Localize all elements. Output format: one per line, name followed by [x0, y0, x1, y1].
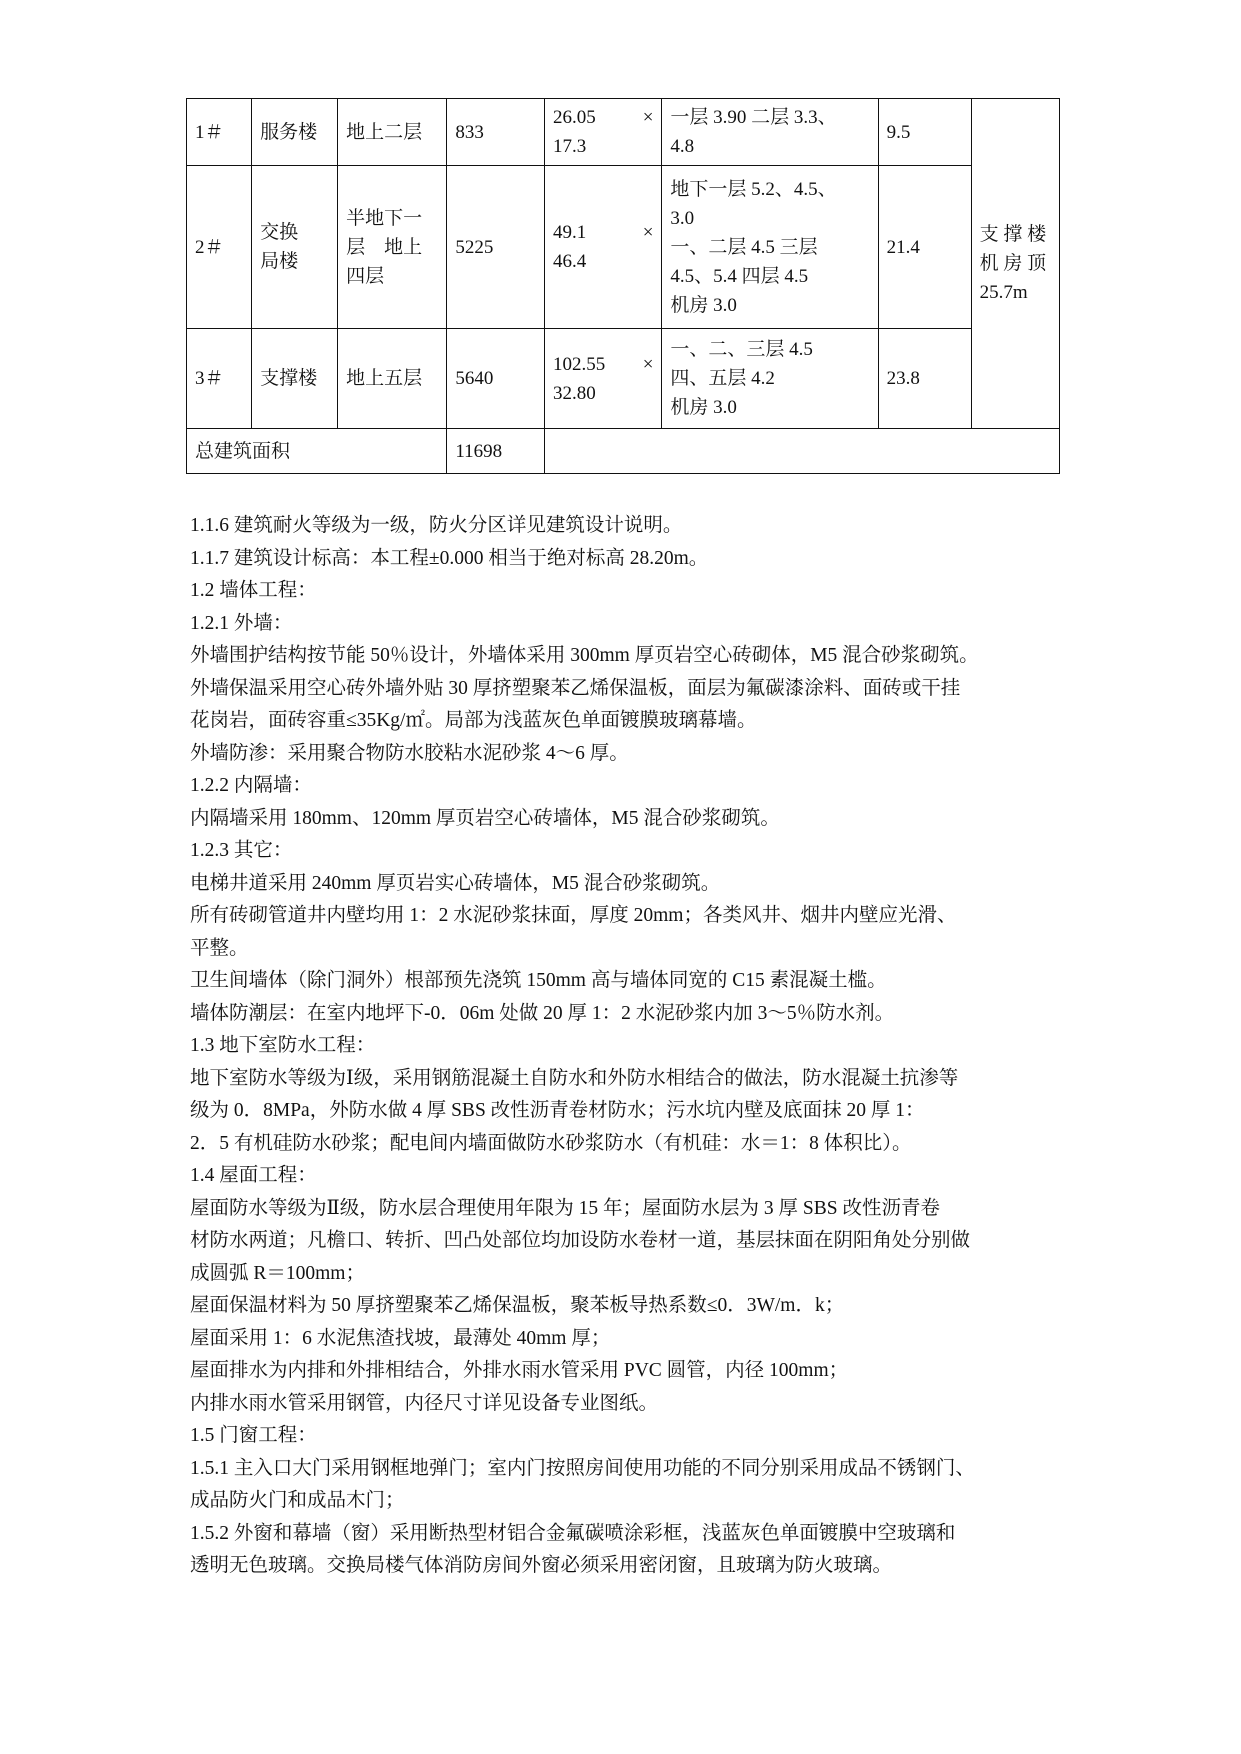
table-total-row — [187, 429, 1060, 474]
building-table — [186, 98, 1060, 474]
paragraph-line: 电梯井道采用 240mm 厚页岩实心砖墙体，M5 混合砂浆砌筑。 — [190, 872, 721, 894]
paragraph-line: 屋面采用 1：6 水泥焦渣找坡，最薄处 40mm 厚； — [190, 1327, 611, 1349]
paragraph-line: 1.2.2 内隔墙： — [190, 775, 312, 796]
note-line: 25.7m — [979, 282, 1028, 303]
floors-line: 层 地上 — [346, 236, 423, 258]
floor-height-line: 3.0 — [670, 207, 695, 229]
dimension-width: 17.3 — [553, 136, 587, 157]
area-cell: 833 — [447, 99, 545, 166]
floor-height-line: 一、二层 4.5 三层 — [670, 236, 818, 258]
paragraph-line: 级为 0．8MPa，外防水做 4 厚 SBS 改性沥青卷材防水；污水坑内壁及底面抹 20 厚 1： — [190, 1100, 925, 1121]
paragraph-line: 卫生间墙体（除门洞外）根部预先浇筑 150mm 高与墙体同宽的 C15 素混凝土槛。 — [190, 970, 887, 991]
paragraph-line: 1.5.2 外窗和幕墙（窗）采用断热型材铝合金氟碳喷涂彩框，浅蓝灰色单面镀膜中空玻璃和 — [190, 1522, 956, 1544]
note-cell — [971, 99, 1059, 429]
dimension-length: 26.05 — [553, 107, 596, 128]
floor-height-line: 机房 3.0 — [670, 294, 737, 316]
building-height-cell: 21.4 — [878, 166, 971, 329]
paragraph-line: 1.4 屋面工程： — [190, 1165, 317, 1186]
paragraph-line: 1.2 墙体工程： — [190, 580, 317, 601]
table-row — [187, 166, 1060, 329]
paragraph-line: 外墙防渗：采用聚合物防水胶粘水泥砂浆 4～6 厚。 — [190, 742, 629, 764]
body-text — [190, 510, 1070, 1583]
floor-height-line: 一层 3.90 二层 3.3、 — [670, 107, 837, 128]
floor-height-line: 机房 3.0 — [670, 397, 737, 418]
floor-height-line: 4.8 — [670, 136, 695, 157]
building-number-cell: 2＃ — [187, 166, 252, 329]
floor-height-cell — [662, 329, 878, 429]
paragraph-line: 外墙围护结构按节能 50％设计，外墙体采用 300mm 厚页岩空心砖砌体，M5 混合砂浆砌筑。 — [190, 645, 979, 666]
floor-height-cell — [662, 99, 878, 166]
building-height-cell: 23.8 — [878, 329, 971, 429]
paragraph-line: 墙体防潮层：在室内地坪下-0．06m 处做 20 厚 1：2 水泥砂浆内加 3～5％防水剂。 — [190, 1002, 895, 1024]
dimension-length: 49.1 — [553, 222, 587, 243]
dimension-times: × — [642, 107, 654, 128]
total-label-cell: 总建筑面积 — [187, 429, 447, 474]
dimension-cell — [545, 166, 662, 329]
paragraph-line: 成品防火门和成品木门； — [190, 1490, 405, 1511]
paragraph-line: 外墙保温采用空心砖外墙外贴 30 厚挤塑聚苯乙烯保温板，面层为氟碳漆涂料、面砖或干挂 — [190, 677, 961, 699]
paragraph-line: 地下室防水等级为Ⅰ级，采用钢筋混凝土自防水和外防水相结合的做法，防水混凝土抗渗等 — [190, 1067, 959, 1089]
paragraph-line: 1.5 门窗工程： — [190, 1425, 317, 1446]
table-row — [187, 99, 1060, 166]
dimension-width: 46.4 — [553, 251, 587, 272]
floor-height-line: 地下一层 5.2、4.5、 — [670, 178, 837, 200]
total-empty-cell — [545, 429, 1060, 474]
floor-height-cell — [662, 166, 878, 329]
paragraph-line: 材防水两道；凡檐口、转折、凹凸处部位均加设防水卷材一道，基层抹面在阴阳角处分别做 — [190, 1230, 971, 1251]
dimension-times: × — [642, 222, 654, 243]
area-cell: 5640 — [447, 329, 545, 429]
total-value-cell: 11698 — [447, 429, 545, 474]
note-line: 机 房 顶 — [979, 253, 1047, 274]
paragraph-line: 1.1.7 建筑设计标高：本工程±0.000 相当于绝对标高 28.20m。 — [190, 547, 709, 569]
note-line: 支 撑 楼 — [979, 224, 1047, 245]
paragraph-line: 花岗岩，面砖容重≤35Kg/㎡。局部为浅蓝灰色单面镀膜玻璃幕墙。 — [190, 710, 757, 731]
paragraph-line: 屋面防水等级为Ⅱ级，防水层合理使用年限为 15 年；屋面防水层为 3 厚 SBS 改性沥青卷 — [190, 1197, 940, 1219]
floor-height-line: 4.5、5.4 四层 4.5 — [670, 265, 809, 287]
area-cell: 5225 — [447, 166, 545, 329]
paragraph-line: 1.1.6 建筑耐火等级为一级，防火分区详见建筑设计说明。 — [190, 515, 683, 536]
floors-line: 半地下一 — [346, 207, 423, 229]
floor-height-line: 一、二、三层 4.5 — [670, 339, 813, 360]
building-number-cell: 1＃ — [187, 99, 252, 166]
dimension-cell — [545, 329, 662, 429]
floors-cell: 地上五层 — [338, 329, 447, 429]
building-name-cell: 服务楼 — [252, 99, 338, 166]
building-height-cell: 9.5 — [878, 99, 971, 166]
paragraph-line: 2．5 有机硅防水砂浆；配电间内墙面做防水砂浆防水（有机硅：水＝1：8 体积比）。 — [190, 1132, 912, 1154]
paragraph-line: 屋面保温材料为 50 厚挤塑聚苯乙烯保温板，聚苯板导热系数≤0．3W/m．k； — [190, 1295, 845, 1316]
floor-height-line: 四、五层 4.2 — [670, 368, 775, 389]
dimension-times: × — [642, 353, 654, 375]
paragraph-line: 平整。 — [190, 937, 249, 959]
dimension-length: 102.55 — [553, 353, 606, 375]
building-number-cell: 3＃ — [187, 329, 252, 429]
paragraph-line: 1.2.1 外墙： — [190, 612, 293, 634]
dimension-cell — [545, 99, 662, 166]
floors-cell — [338, 166, 447, 329]
building-name-line: 交换 — [260, 222, 299, 243]
paragraph-line: 内隔墙采用 180mm、120mm 厚页岩空心砖墙体，M5 混合砂浆砌筑。 — [190, 807, 780, 829]
paragraph-line: 1.5.1 主入口大门采用钢框地弹门；室内门按照房间使用功能的不同分别采用成品不锈钢门、 — [190, 1457, 975, 1479]
paragraph-line: 内排水雨水管采用钢管，内径尺寸详见设备专业图纸。 — [190, 1392, 659, 1414]
dimension-width: 32.80 — [553, 382, 596, 404]
paragraph-line: 1.2.3 其它： — [190, 840, 293, 861]
floors-line: 四层 — [346, 265, 385, 287]
floors-cell: 地上二层 — [338, 99, 447, 166]
paragraph-line: 成圆弧 R＝100mm； — [190, 1262, 365, 1284]
paragraph-line: 透明无色玻璃。交换局楼气体消防房间外窗必须采用密闭窗，且玻璃为防火玻璃。 — [190, 1555, 893, 1576]
building-name-line: 局楼 — [260, 251, 299, 272]
paragraph-line: 1.3 地下室防水工程： — [190, 1035, 376, 1056]
building-name-cell: 支撑楼 — [252, 329, 338, 429]
paragraph-line: 所有砖砌管道井内壁均用 1：2 水泥砂浆抹面，厚度 20mm；各类风井、烟井内壁应光滑、 — [190, 905, 957, 926]
table-row — [187, 329, 1060, 429]
building-name-cell — [252, 166, 338, 329]
paragraph-line: 屋面排水为内排和外排相结合，外排水雨水管采用 PVC 圆管，内径 100mm； — [190, 1360, 849, 1381]
